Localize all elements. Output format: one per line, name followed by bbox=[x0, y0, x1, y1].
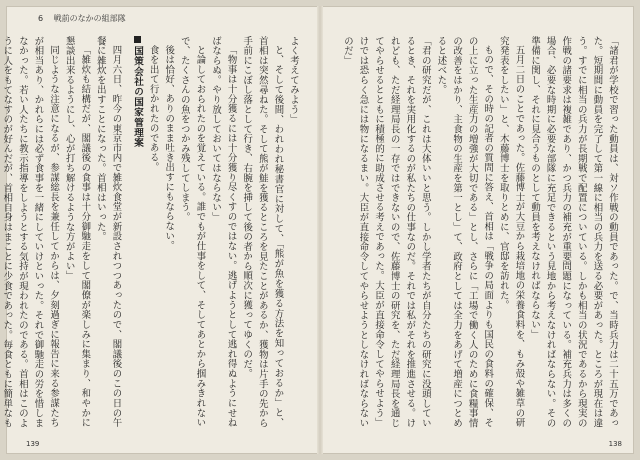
right-page bbox=[323, 6, 634, 454]
paragraph: 「雑炊も結構だが、閣議後の食事は十分御馳走をして閣僚が楽しみに集まり、和やかに懇談出来るようにし、心が打ち解けるような方がよい」 bbox=[63, 36, 91, 428]
left-page bbox=[1, 6, 317, 454]
paragraph: もので、その時の記者の質問に答え、首相は「戦争の局面よりも国民の食料の確保、その上に立った生産力の増強が大切である」とし、さらに「工場で働く人のために食糧事情の改善をはかり、主食物の生産を第一とし」て、政府としては全力をあげて増産につとめると述べた。 bbox=[435, 36, 494, 428]
paragraph: けでは恐らく急には物になるまい。大臣が直接命令してやらせようとしなければならないのだ」 bbox=[341, 36, 369, 428]
page-number-right: 138 bbox=[608, 440, 622, 448]
chapter-number: 6 bbox=[38, 14, 44, 23]
open-book bbox=[1, 6, 634, 454]
paragraph: と論しておられたのを覚えている。誰でもが仕事をして、そしてあとから掴みきれないで、たくさんの魚をつかみ残してしまう。 bbox=[178, 36, 206, 428]
paragraph: 「物事は十分獲るには十分獲り尽くすのではない。逃げようとして逃れ得ぬようにせねばならぬ。やり放しておいてはならない」 bbox=[210, 36, 237, 428]
page-number-left: 139 bbox=[26, 440, 40, 448]
right-page-text bbox=[336, 36, 620, 428]
paragraph: 食を出て行かれたのである。 bbox=[147, 45, 159, 173]
paragraph: 「君の研究だが、これは大体いいと思う。しかし学者たちが自分たちの研究に没頭しているとき、それを実用化するのが私たちの仕事なのだ。それでは私がそれを推進させる。けれども、ただ経理局長の一存ではできないので、佐藤博士の研究を、ただ経理局長を通じてやらせるとともに積極的に助成させる考えであった。大臣が直接命令してやらせよう」 bbox=[373, 36, 431, 428]
paragraph: 四月六日、昨今の東京市内で雑炊食堂が新設されつつあったので、閣議後のこの日の午餐に雑炊を出すことになった。首相はいった。 bbox=[94, 36, 122, 428]
left-page-text bbox=[1, 36, 301, 428]
section-heading: 国策会社の国家管理案 bbox=[129, 36, 145, 428]
paragraph: よく考えてみよう」 bbox=[288, 36, 299, 125]
paragraph: 「諸君が学校で習った動員は、対ソ作戦の動員であった。で、当時兵力は二十五万であった。短期間に動員を完了して第一線に相当の兵力を送る必要があった。ところが現在は違う。すでに相当の兵力が長期戦で配置についている。しかも相当の状況であるから現実の作戦の諸要求は複雑であり、かつ兵力の補充が重要問題になっている。補充兵力は多くの場合、必要な時期に必要な部隊に充足できるという見地から考えなければならない。その準備に関し、それに見合うものとして動員を考えなければならない」 bbox=[529, 36, 618, 428]
running-header bbox=[38, 13, 126, 25]
paragraph: 同じような注意になるが、参謀総長を兼任してからは、夕刻過ぎに報告に来る参謀たちが相当あり、かれらには必ず食事を一緒にしていけといった。それで御馳走の労を惜しまなかった。若い人たちに教示指導をしようとする気持が現われたのである。首相はこのように人をもてなすのが好んだが、首相自身はまことに少食であった。毎食ともに簡単なも bbox=[1, 36, 60, 428]
heading-bullet-icon bbox=[134, 36, 141, 43]
paragraph: 五月二日のことであった。佐藤博士が大豆から栽培地の栄養食料を、もみ殻や雑草の研究発表をしたい」と、木藤博士を取りとめに、官邸を訪れた。 bbox=[497, 36, 525, 428]
chapter-title: 戦前のなかの組部隊 bbox=[53, 14, 126, 23]
paragraph: 後は恰好、ありのまま吐き出すにもならない。 bbox=[163, 45, 175, 251]
paragraph: と、そして後間、われわれ秘書官に対して、「熊が魚を獲る方法を知っておるか」と、首相は突然尋ねた。そして熊が鮭を獲るところを見たことがあるか、獲物は片手の先から手前にこぼし落として行き、右腕を挿して後の者から順次に獲ってゆくのだ。 bbox=[241, 36, 284, 428]
